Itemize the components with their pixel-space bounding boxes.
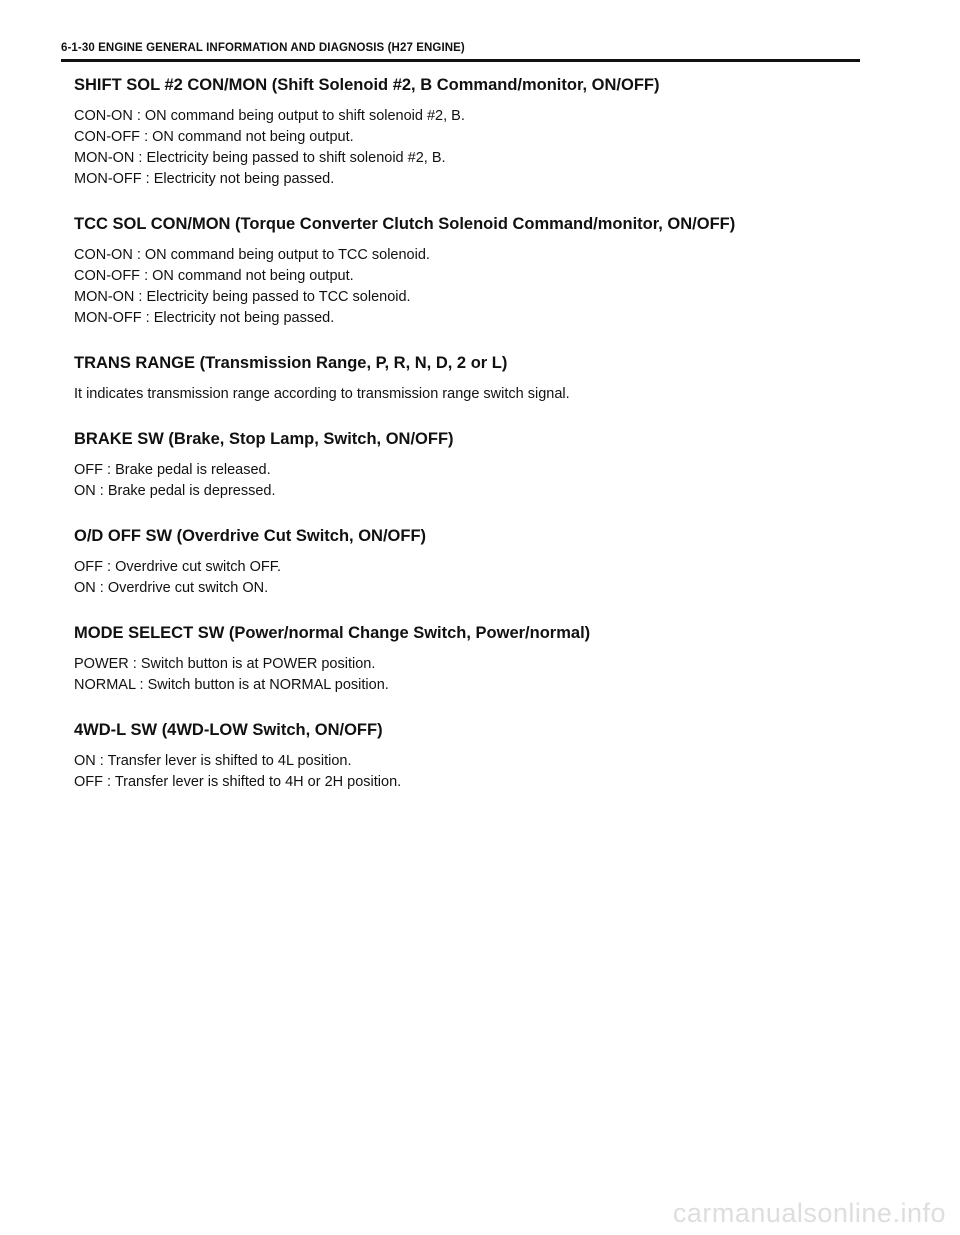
section-title: BRAKE SW (Brake, Stop Lamp, Switch, ON/OFF) bbox=[74, 430, 454, 448]
section-line: ON : Overdrive cut switch ON. bbox=[74, 580, 269, 596]
section-line: CON-ON : ON command being output to shift solenoid #2, B. bbox=[74, 108, 465, 124]
section-title: TRANS RANGE (Transmission Range, P, R, N, D, 2 or L) bbox=[74, 354, 508, 372]
section-tcc-sol bbox=[74, 212, 854, 329]
section-line: NORMAL : Switch button is at NORMAL position. bbox=[74, 677, 389, 693]
section-line: MON-ON : Electricity being passed to shift solenoid #2, B. bbox=[74, 150, 446, 166]
watermark: carmanualsonline.info bbox=[672, 1198, 946, 1228]
section-title: SHIFT SOL #2 CON/MON (Shift Solenoid #2, B Command/monitor, ON/OFF) bbox=[74, 76, 660, 94]
page-header bbox=[61, 40, 860, 62]
section-title: O/D OFF SW (Overdrive Cut Switch, ON/OFF) bbox=[74, 527, 427, 545]
section-trans-range bbox=[74, 351, 854, 405]
section-title: MODE SELECT SW (Power/normal Change Switch, Power/normal) bbox=[74, 624, 591, 642]
document-body bbox=[74, 73, 854, 815]
section-line: MON-OFF : Electricity not being passed. bbox=[74, 171, 335, 187]
section-shift-sol-2 bbox=[74, 73, 854, 190]
section-line: CON-OFF : ON command not being output. bbox=[74, 268, 354, 284]
section-line: CON-ON : ON command being output to TCC solenoid. bbox=[74, 247, 430, 263]
section-line: ON : Transfer lever is shifted to 4L position. bbox=[74, 753, 352, 769]
page-header-title: 6-1-30 ENGINE GENERAL INFORMATION AND DIAGNOSIS (H27 ENGINE) bbox=[61, 42, 465, 54]
section-mode-select-sw bbox=[74, 621, 854, 696]
section-brake-sw bbox=[74, 427, 854, 502]
section-4wd-l-sw bbox=[74, 718, 854, 793]
section-od-off-sw bbox=[74, 524, 854, 599]
section-line: OFF : Brake pedal is released. bbox=[74, 462, 271, 478]
section-line: CON-OFF : ON command not being output. bbox=[74, 129, 354, 145]
section-title: 4WD-L SW (4WD-LOW Switch, ON/OFF) bbox=[74, 721, 383, 739]
section-line: It indicates transmission range according to transmission range switch signal. bbox=[74, 386, 570, 402]
section-line: MON-OFF : Electricity not being passed. bbox=[74, 310, 335, 326]
section-line: POWER : Switch button is at POWER position. bbox=[74, 656, 376, 672]
section-line: OFF : Transfer lever is shifted to 4H or 2H position. bbox=[74, 774, 402, 790]
section-line: MON-ON : Electricity being passed to TCC solenoid. bbox=[74, 289, 411, 305]
section-line: OFF : Overdrive cut switch OFF. bbox=[74, 559, 282, 575]
section-line: ON : Brake pedal is depressed. bbox=[74, 483, 276, 499]
section-title: TCC SOL CON/MON (Torque Converter Clutch Solenoid Command/monitor, ON/OFF) bbox=[74, 215, 736, 233]
